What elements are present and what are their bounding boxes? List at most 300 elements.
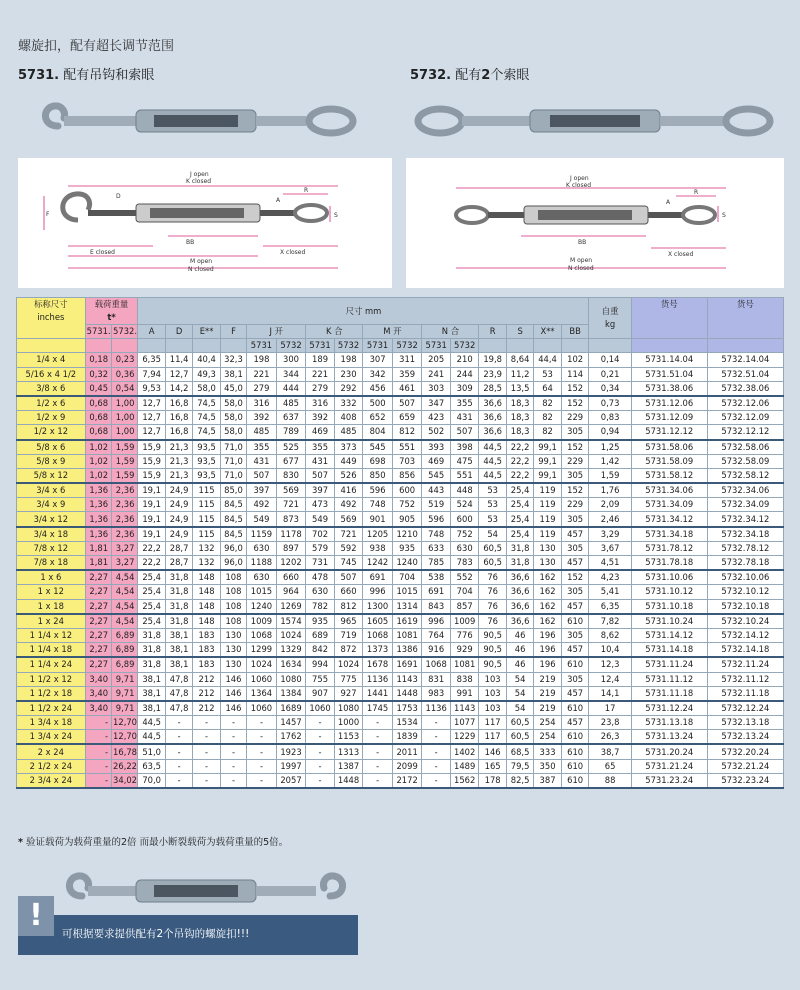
table-cell: 18,3 — [506, 396, 533, 411]
table-cell: 14,1 — [589, 686, 631, 701]
table-cell: - — [220, 730, 246, 745]
table-cell: 103 — [479, 686, 506, 701]
table-cell: 1,81 — [85, 556, 111, 571]
table-cell: 23,8 — [589, 716, 631, 730]
page-title: 螺旋扣，配有超长调节范围 — [18, 39, 175, 54]
table-header-row-3: 5731 5732 5731 5732 5731 5732 5731 5732 — [17, 339, 784, 353]
svg-text:S: S — [722, 212, 726, 219]
table-cell: 630 — [450, 541, 479, 555]
table-cell: 2 1/2 x 24 — [17, 759, 86, 773]
table-cell: 146 — [220, 686, 246, 701]
table-cell: 333 — [534, 744, 561, 759]
table-cell: 1/4 x 4 — [17, 353, 86, 367]
table-cell: 1/2 x 12 — [17, 425, 86, 440]
table-cell: 19,1 — [138, 512, 165, 527]
table-cell: 16,78 — [112, 744, 138, 759]
table-cell: 596 — [422, 512, 451, 527]
table-cell: 0,68 — [85, 425, 111, 440]
table-cell: 60,5 — [479, 556, 506, 571]
table-cell: 1,36 — [85, 512, 111, 527]
table-cell: 660 — [276, 570, 306, 585]
table-cell: 610 — [561, 730, 589, 745]
table-cell: 25,4 — [138, 585, 165, 599]
table-cell: 58,0 — [220, 396, 246, 411]
table-cell: 108 — [220, 614, 246, 629]
table-cell: 1457 — [276, 716, 306, 730]
table-cell: 5/8 x 9 — [17, 454, 86, 468]
table-cell: 36,6 — [506, 599, 533, 614]
table-cell: 610 — [561, 701, 589, 716]
table-cell: 3,40 — [85, 701, 111, 716]
table-cell: 1299 — [247, 643, 277, 658]
table-cell: 82 — [534, 396, 561, 411]
table-cell: 58,0 — [220, 425, 246, 440]
table-header-row-1: 标称尺寸 inches 载荷重量 t* 尺寸 mm 自重 kg 货号 货号 — [17, 298, 784, 325]
table-cell: 1313 — [334, 744, 363, 759]
label-j-open: J open — [190, 171, 209, 178]
table-cell: 5/16 x 4 1/2 — [17, 367, 86, 381]
table-cell: 162 — [534, 585, 561, 599]
table-cell: 60,5 — [479, 541, 506, 555]
table-cell: 677 — [276, 454, 306, 468]
table-cell: 47,8 — [165, 672, 192, 686]
spec-table — [16, 297, 784, 789]
table-cell: 660 — [334, 585, 363, 599]
table-cell: 1080 — [334, 701, 363, 716]
svg-text:BB: BB — [578, 239, 587, 246]
table-cell: 907 — [306, 686, 335, 701]
table-cell: 22,2 — [506, 440, 533, 455]
table-cell: 212 — [193, 686, 220, 701]
header-dimensions: 尺寸 mm — [138, 298, 589, 325]
table-cell: 783 — [450, 556, 479, 571]
table-cell: 5731.11.24 — [631, 657, 707, 672]
svg-text:K closed: K closed — [566, 182, 592, 189]
table-cell: 721 — [276, 498, 306, 512]
table-cell: 1024 — [276, 628, 306, 642]
table-cell: - — [220, 716, 246, 730]
table-cell: 752 — [450, 527, 479, 542]
table-cell: 58,0 — [193, 381, 220, 396]
table-cell: 485 — [276, 396, 306, 411]
table-cell: 344 — [276, 367, 306, 381]
table-cell: 79,5 — [506, 759, 533, 773]
table-cell: 115 — [193, 527, 220, 542]
table-cell: 551 — [450, 468, 479, 483]
table-row — [17, 353, 784, 367]
product-5731-heading: 5731. 配有吊钩和索眼 — [18, 68, 155, 83]
table-cell: - — [422, 730, 451, 745]
table-cell: 1384 — [276, 686, 306, 701]
table-cell: 507 — [392, 396, 422, 411]
table-cell: 1240 — [247, 599, 277, 614]
table-cell: 47,8 — [165, 701, 192, 716]
table-cell: 1269 — [276, 599, 306, 614]
table-cell: 146 — [220, 672, 246, 686]
table-cell: 5732.13.18 — [707, 716, 783, 730]
table-cell: 1068 — [363, 628, 393, 642]
table-cell: 36,6 — [479, 396, 506, 411]
table-cell: 146 — [479, 744, 506, 759]
table-cell: 5732.38.06 — [707, 381, 783, 396]
table-cell: 25,4 — [138, 570, 165, 585]
table-cell: 115 — [193, 512, 220, 527]
table-cell: 1024 — [247, 657, 277, 672]
table-cell: - — [306, 759, 335, 773]
table-cell: - — [306, 730, 335, 745]
table-cell: 31,8 — [138, 657, 165, 672]
table-cell: 1,00 — [112, 396, 138, 411]
table-cell: 2057 — [276, 773, 306, 788]
table-cell: 719 — [334, 628, 363, 642]
table-cell: 1178 — [276, 527, 306, 542]
table-cell: 93,5 — [193, 468, 220, 483]
table-cell: 12,7 — [138, 396, 165, 411]
table-cell: 5731.34.06 — [631, 483, 707, 498]
table-cell: 54 — [506, 701, 533, 716]
header-article-5731: 货号 — [631, 298, 707, 339]
table-cell: 5732.34.06 — [707, 483, 783, 498]
table-cell: 507 — [247, 468, 277, 483]
table-cell: - — [306, 773, 335, 788]
table-cell: 752 — [392, 498, 422, 512]
label-r: R — [304, 187, 309, 194]
table-cell: 461 — [392, 381, 422, 396]
table-cell: 108 — [220, 599, 246, 614]
svg-text:X closed: X closed — [668, 251, 694, 258]
table-cell: 212 — [193, 701, 220, 716]
table-cell: 44,5 — [138, 730, 165, 745]
table-cell: 305 — [561, 512, 589, 527]
table-cell: 183 — [193, 657, 220, 672]
table-row — [17, 643, 784, 658]
table-cell: 1 1/2 x 12 — [17, 672, 86, 686]
table-cell: 82,5 — [506, 773, 533, 788]
table-cell: 5/8 x 6 — [17, 440, 86, 455]
table-row — [17, 657, 784, 672]
table-cell: 74,5 — [193, 396, 220, 411]
table-row — [17, 614, 784, 629]
table-cell: 1441 — [363, 686, 393, 701]
table-cell: 764 — [422, 628, 451, 642]
table-cell: 2 x 24 — [17, 744, 86, 759]
table-row — [17, 599, 784, 614]
table-cell: 108 — [220, 570, 246, 585]
table-cell: 842 — [306, 643, 335, 658]
table-cell: 897 — [276, 541, 306, 555]
table-cell: 549 — [247, 512, 277, 527]
table-cell: 938 — [363, 541, 393, 555]
table-cell: 812 — [392, 425, 422, 440]
table-cell: 36,6 — [506, 614, 533, 629]
table-cell: 36,6 — [506, 585, 533, 599]
svg-text:A: A — [666, 199, 671, 206]
table-cell: 26,3 — [589, 730, 631, 745]
table-cell: 1,02 — [85, 468, 111, 483]
table-cell: 5732.11.12 — [707, 672, 783, 686]
table-cell: 1000 — [334, 716, 363, 730]
table-cell: 905 — [392, 512, 422, 527]
table-cell: 88 — [589, 773, 631, 788]
table-cell: 569 — [334, 512, 363, 527]
table-cell: 130 — [220, 643, 246, 658]
table-cell: 1 1/2 x 18 — [17, 686, 86, 701]
table-cell: 5731.34.12 — [631, 512, 707, 527]
table-cell: 9,71 — [112, 672, 138, 686]
label-n-closed: N closed — [188, 266, 214, 273]
table-cell: 4,23 — [589, 570, 631, 585]
table-cell: 1229 — [450, 730, 479, 745]
table-cell: 152 — [561, 396, 589, 411]
table-cell: - — [422, 773, 451, 788]
table-cell: 579 — [306, 541, 335, 555]
table-cell: 196 — [534, 643, 561, 658]
table-cell: 745 — [334, 556, 363, 571]
table-cell: 5731.58.09 — [631, 454, 707, 468]
table-cell: - — [220, 744, 246, 759]
table-cell: 5732.14.12 — [707, 628, 783, 642]
table-cell: 38,1 — [138, 701, 165, 716]
table-cell: - — [306, 744, 335, 759]
table-cell: 25,4 — [506, 483, 533, 498]
table-cell: 1,25 — [589, 440, 631, 455]
table-cell: 1402 — [450, 744, 479, 759]
table-cell: 1,36 — [85, 483, 111, 498]
table-cell: 76 — [479, 614, 506, 629]
turnbuckle-double-hook-image — [60, 868, 360, 914]
table-cell: 6,89 — [112, 628, 138, 642]
table-cell: 507 — [306, 468, 335, 483]
table-cell: 485 — [334, 425, 363, 440]
table-cell: 1,36 — [85, 527, 111, 542]
table-cell: 71,0 — [220, 440, 246, 455]
table-cell: 212 — [193, 672, 220, 686]
table-cell: 347 — [422, 396, 451, 411]
table-cell: 5732.12.09 — [707, 411, 783, 425]
table-cell: 2099 — [392, 759, 422, 773]
table-cell: 1136 — [422, 701, 451, 716]
table-cell: 525 — [276, 440, 306, 455]
table-cell: 1 x 6 — [17, 570, 86, 585]
table-cell: - — [247, 759, 277, 773]
table-cell: 5732.14.04 — [707, 353, 783, 367]
table-cell: 12,7 — [138, 425, 165, 440]
table-cell: 65 — [589, 759, 631, 773]
header-weight: 自重 — [601, 306, 619, 317]
table-cell: 309 — [450, 381, 479, 396]
table-cell: 5732.10.18 — [707, 599, 783, 614]
table-cell: 4,54 — [112, 614, 138, 629]
table-cell: 500 — [363, 396, 393, 411]
table-cell: 93,5 — [193, 440, 220, 455]
table-cell: 15,9 — [138, 454, 165, 468]
table-cell: 230 — [334, 367, 363, 381]
table-cell: - — [306, 716, 335, 730]
table-cell: 457 — [561, 686, 589, 701]
table-cell: 82 — [534, 411, 561, 425]
table-cell: 162 — [534, 570, 561, 585]
table-cell: 19,1 — [138, 498, 165, 512]
table-cell: 31,8 — [165, 614, 192, 629]
table-cell: 610 — [561, 773, 589, 788]
table-cell: 703 — [392, 454, 422, 468]
table-row — [17, 468, 784, 483]
table-cell: 210 — [450, 353, 479, 367]
table-cell: 478 — [306, 570, 335, 585]
table-cell: 996 — [422, 614, 451, 629]
table-cell: 332 — [334, 396, 363, 411]
table-cell: 82 — [534, 425, 561, 440]
table-cell: 1077 — [450, 716, 479, 730]
table-cell: 3/4 x 18 — [17, 527, 86, 542]
table-cell: 507 — [450, 425, 479, 440]
table-cell: 54 — [479, 527, 506, 542]
table-cell: 31,8 — [165, 585, 192, 599]
table-cell: - — [247, 744, 277, 759]
table-cell: 1210 — [392, 527, 422, 542]
table-cell: 25,4 — [506, 498, 533, 512]
table-cell: 359 — [392, 367, 422, 381]
table-cell: 16,8 — [165, 411, 192, 425]
table-cell: 22,2 — [506, 454, 533, 468]
table-cell: 130 — [220, 628, 246, 642]
table-cell: 5731.12.09 — [631, 411, 707, 425]
label-d: D — [116, 193, 121, 200]
table-cell: 1 1/4 x 24 — [17, 657, 86, 672]
table-cell: 5732.34.18 — [707, 527, 783, 542]
table-cell: 25,4 — [506, 512, 533, 527]
table-cell: 34,02 — [112, 773, 138, 788]
table-cell: 25,4 — [138, 614, 165, 629]
label-s: S — [334, 212, 338, 219]
table-header-row-2: 5731. 5732. A D E** F J 开 K 合 M 开 N 合 R S X** BB — [17, 325, 784, 339]
table-cell: 552 — [450, 570, 479, 585]
table-cell: 630 — [306, 585, 335, 599]
table-cell: 152 — [561, 570, 589, 585]
table-cell: 36,6 — [479, 425, 506, 440]
table-cell: 2,36 — [112, 527, 138, 542]
table-cell: 507 — [334, 570, 363, 585]
table-cell: 9,71 — [112, 686, 138, 701]
table-cell: 132 — [193, 541, 220, 555]
table-cell: 5732.21.24 — [707, 759, 783, 773]
table-cell: 5731.14.04 — [631, 353, 707, 367]
table-cell: 12,7 — [165, 367, 192, 381]
table-cell: 38,1 — [165, 643, 192, 658]
table-cell: 241 — [422, 367, 451, 381]
table-row — [17, 483, 784, 498]
table-cell: 457 — [561, 716, 589, 730]
table-cell: 1159 — [247, 527, 277, 542]
table-cell: 17 — [589, 701, 631, 716]
table-cell: - — [220, 759, 246, 773]
table-cell: 423 — [422, 411, 451, 425]
table-cell: 22,2 — [138, 541, 165, 555]
table-cell: 964 — [276, 585, 306, 599]
table-cell: 1 3/4 x 24 — [17, 730, 86, 745]
table-cell: 90,5 — [479, 643, 506, 658]
label-k-closed: K closed — [186, 178, 212, 185]
table-cell: 1153 — [334, 730, 363, 745]
table-cell: 53 — [479, 498, 506, 512]
table-cell: 776 — [450, 628, 479, 642]
table-cell: 305 — [561, 541, 589, 555]
table-cell: 5731.34.18 — [631, 527, 707, 542]
table-row — [17, 759, 784, 773]
table-cell: - — [193, 759, 220, 773]
table-cell: 2,09 — [589, 498, 631, 512]
info-banner-text: 可根据要求提供配有2个吊钩的螺旋扣!!! — [62, 928, 250, 940]
table-row — [17, 367, 784, 381]
table-cell: 549 — [306, 512, 335, 527]
table-cell: 25,4 — [506, 527, 533, 542]
table-cell: 721 — [334, 527, 363, 542]
table-cell: 38,1 — [165, 657, 192, 672]
table-cell: 0,68 — [85, 411, 111, 425]
table-cell: 84,5 — [220, 512, 246, 527]
table-cell: 1060 — [247, 672, 277, 686]
table-cell: 3,27 — [112, 541, 138, 555]
table-cell: 7/8 x 18 — [17, 556, 86, 571]
table-cell: 16,8 — [165, 396, 192, 411]
table-cell: 1060 — [306, 701, 335, 716]
table-cell: 916 — [422, 643, 451, 658]
table-cell: 38,1 — [165, 628, 192, 642]
table-cell: 96,0 — [220, 541, 246, 555]
table-cell: 850 — [363, 468, 393, 483]
table-cell: 31,8 — [506, 556, 533, 571]
table-cell: 311 — [392, 353, 422, 367]
table-cell: 1762 — [276, 730, 306, 745]
table-cell: - — [85, 773, 111, 788]
table-cell: 1 1/2 x 24 — [17, 701, 86, 716]
table-cell: 130 — [534, 541, 561, 555]
table-cell: 526 — [334, 468, 363, 483]
table-cell: 316 — [306, 396, 335, 411]
table-cell: 5731.14.12 — [631, 628, 707, 642]
table-cell: 838 — [450, 672, 479, 686]
table-cell: 96,0 — [220, 556, 246, 571]
table-cell: 473 — [306, 498, 335, 512]
table-cell: 1448 — [392, 686, 422, 701]
table-cell: 1 1/4 x 18 — [17, 643, 86, 658]
table-cell: 545 — [422, 468, 451, 483]
table-cell: 148 — [193, 570, 220, 585]
table-cell: 416 — [334, 483, 363, 498]
table-cell: 254 — [534, 730, 561, 745]
product-5732-heading: 5732. 配有2个索眼 — [410, 68, 530, 83]
table-cell: - — [165, 773, 192, 788]
table-cell: 10,4 — [589, 643, 631, 658]
table-cell: 355 — [306, 440, 335, 455]
table-cell: 524 — [450, 498, 479, 512]
svg-text:M open: M open — [570, 257, 593, 264]
table-cell: 292 — [334, 381, 363, 396]
table-cell: 1 x 12 — [17, 585, 86, 599]
table-cell: - — [247, 773, 277, 788]
table-cell: 6,35 — [589, 599, 631, 614]
table-cell: 1242 — [363, 556, 393, 571]
table-cell: 24,9 — [165, 512, 192, 527]
table-cell: 397 — [247, 483, 277, 498]
table-cell: 132 — [193, 556, 220, 571]
table-cell: 492 — [247, 498, 277, 512]
table-cell: 431 — [247, 454, 277, 468]
table-cell: 1562 — [450, 773, 479, 788]
table-cell: 731 — [306, 556, 335, 571]
table-cell: 1,59 — [112, 440, 138, 455]
table-cell: 965 — [334, 614, 363, 629]
